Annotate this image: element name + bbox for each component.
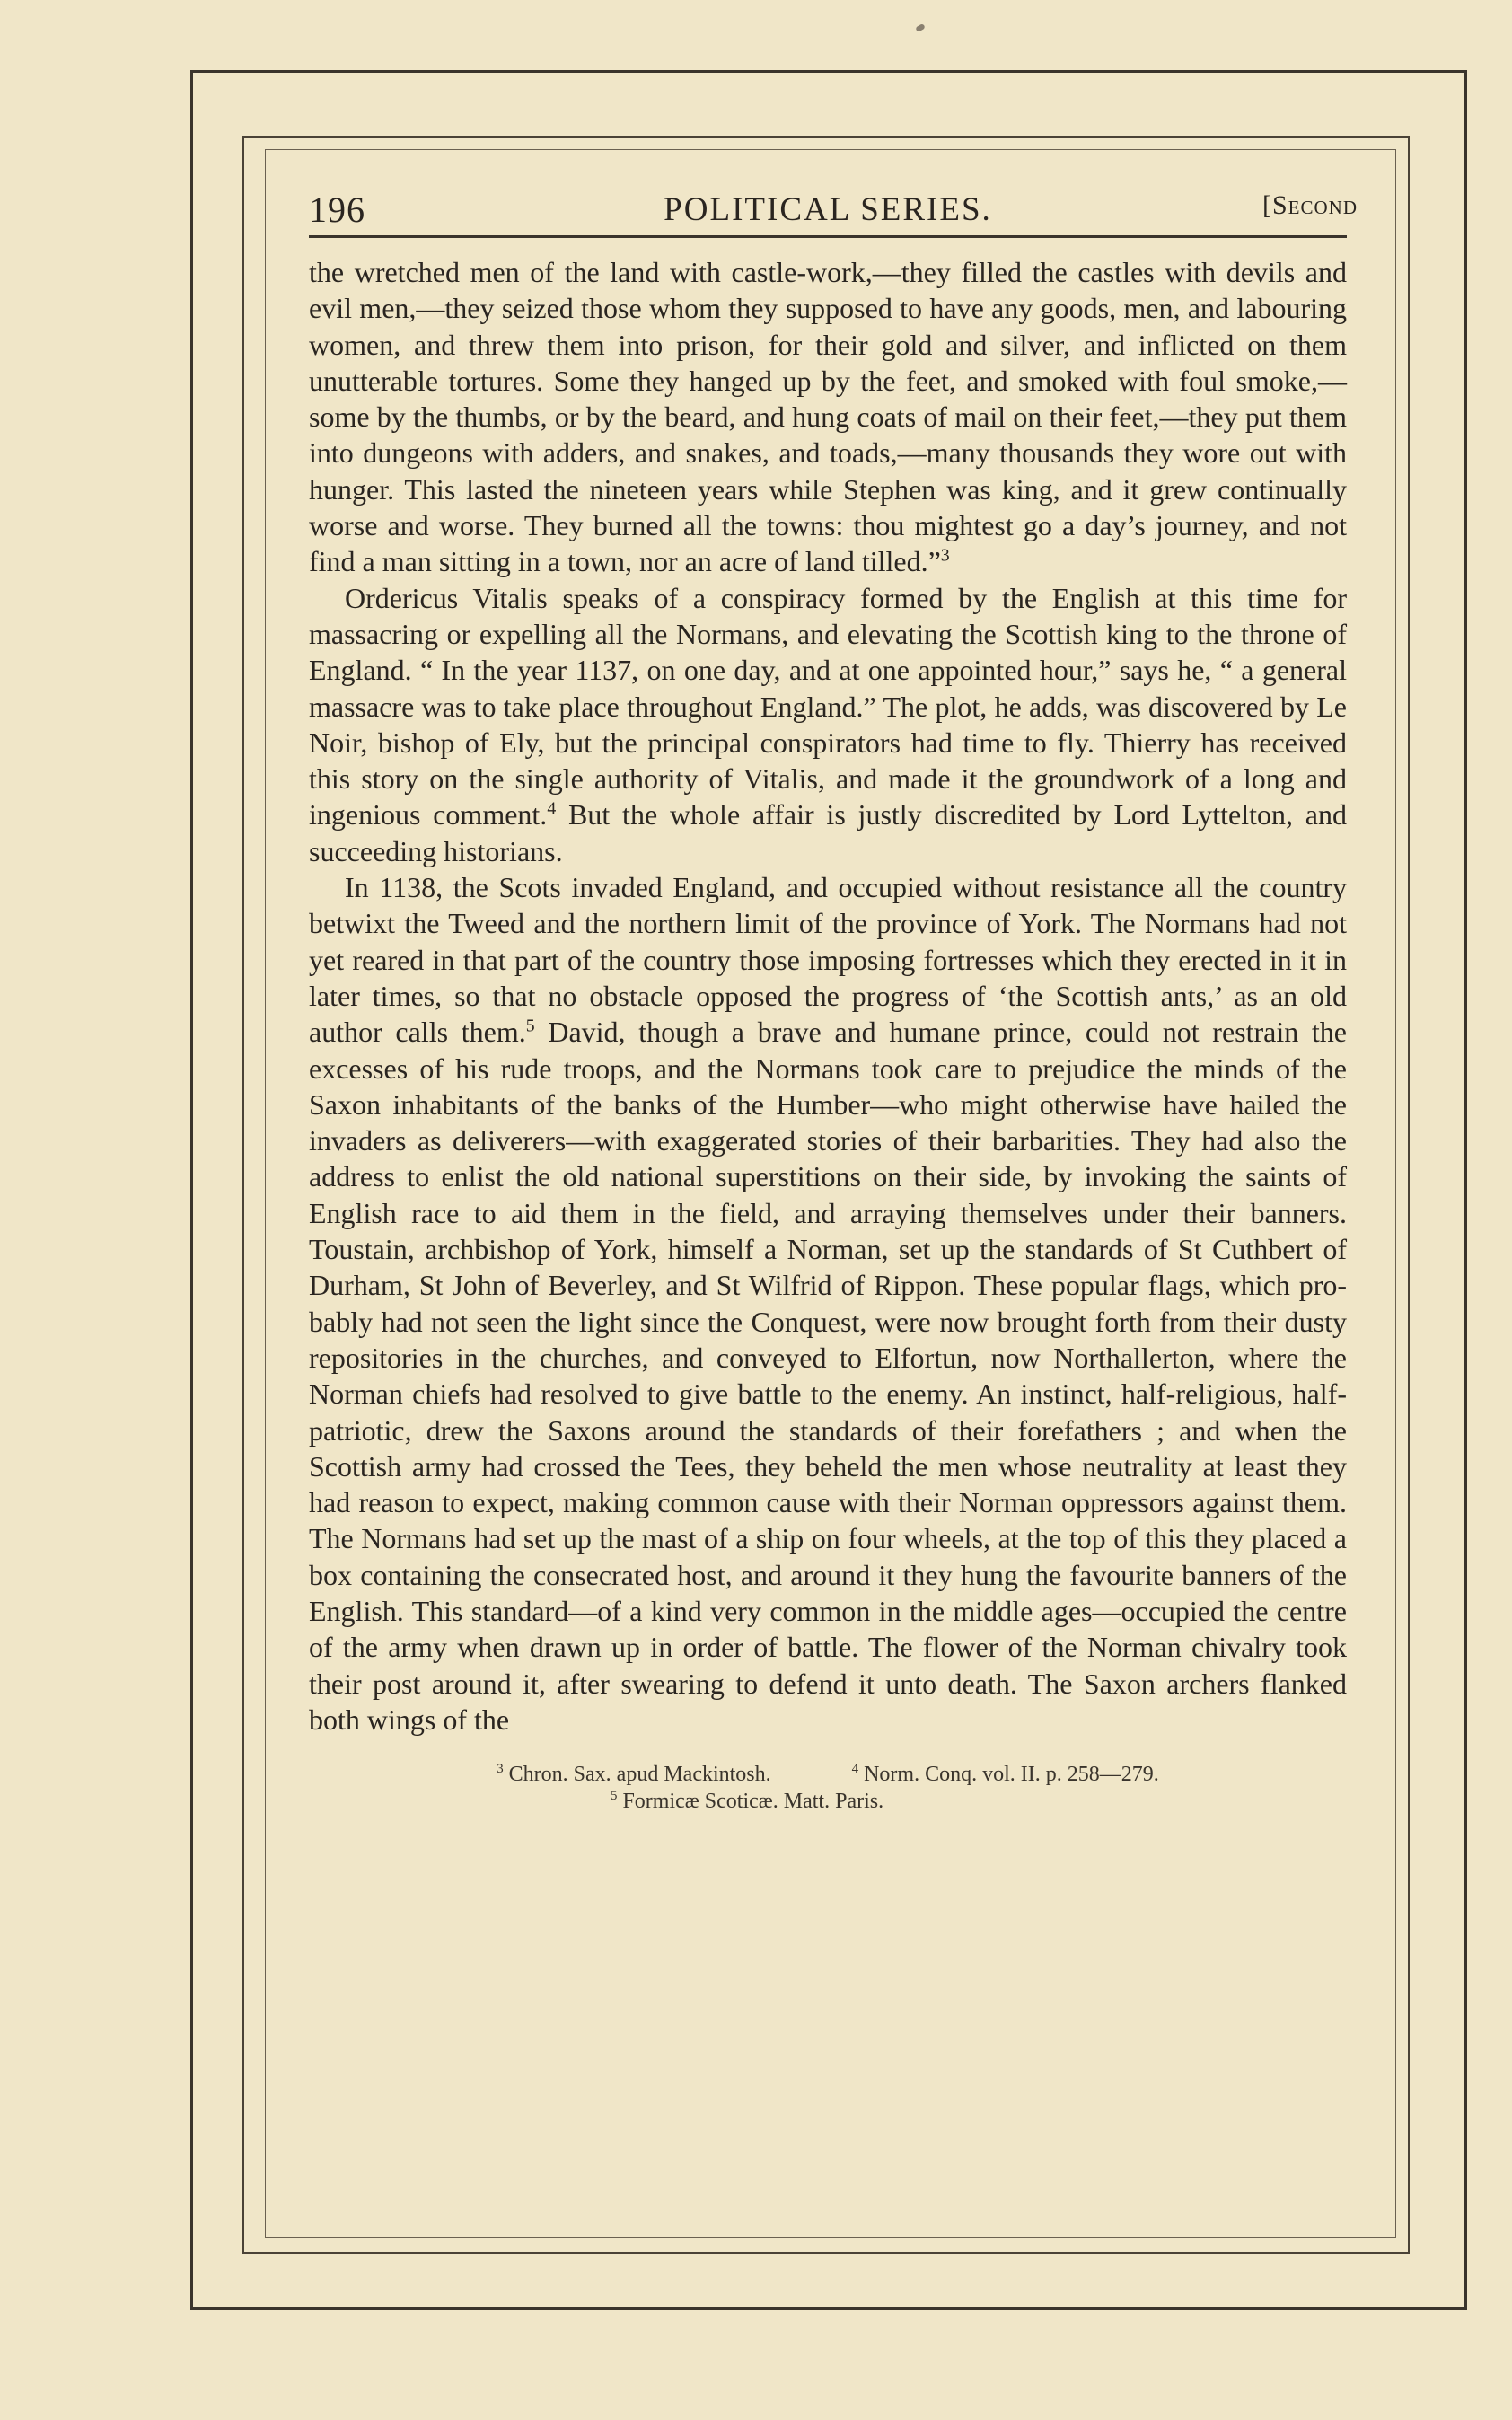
running-head [309,180,1358,232]
footnote-ref-5: 5 [525,1016,535,1036]
running-head-right: [Second [1261,190,1358,220]
ink-speck [915,23,926,32]
footnote-3 [497,1761,770,1788]
footnote-ref-4: 4 [547,798,557,819]
footnote-4-text: Norm. Conq. vol. II. p. 258—279. [864,1763,1159,1787]
page-number: 196 [309,189,365,230]
page-text-block [309,180,1358,1815]
footnote-5 [611,1788,883,1815]
footnote-mark-5: 5 [611,1789,618,1804]
paragraph-2-text: Ordericus Vitalis speaks of a conspiracy formed by the English at this time for massacring or expelling all the Normans, and elevating the Scottish king to the throne of England. “ In the year 1137, on one day, and at one appointed hour,” says he, “ a general massacre was to take place throughout England.” The plot, he adds, was discovered by Le Noir, bishop of Ely, but the principal conspirators had time to fly. Thierry has received this story on the single authority of Vitalis, and made it the groundwork of a long and ingenious comment. [309,581,1347,832]
footnotes [309,1761,1347,1815]
paragraph-2-tail: But the whole affair is justly discredited by Lord Lyttelton, and succeeding historians. [309,798,1348,867]
footnote-mark-4: 4 [851,1762,859,1777]
paragraph-1-text: the wretched men of the land with castle-work,—they filled the castles with devils and evil men,—they seized those whom they supposed to have any goods, men, and labouring women, and threw them into prison, for their gold and silver, and inflicted on them unutterable tortures. Some they hanged up by the feet, and smoked with foul smoke,—some by the thumbs, or by the beard, and hung coats of mail on their feet,—they put them into dungeons with adders, and snakes, and toads,—many thousands they wore out with hunger. This lasted the nineteen years while Stephen was king, and it grew continually worse and worse. They burned all the towns: thou mightest go a day’s journey, and not find a man sitting in a town, nor an acre of land tilled.” [309,256,1347,578]
header-rule [309,235,1347,238]
footnote-mark-3: 3 [497,1762,504,1777]
paragraph-3-tail: David, though a brave and humane prince, could not restrain the excesses of his rude troops, and the Normans took care to prejudice the minds of the Saxon inhabitants of the banks of the Humber—who might otherwise have hailed the invaders as deliverers—with exaggerated stories of their barbarities. They had also the address to enlist the old national superstitions on their side, by invoking the saints of English race to aid them in the field, and arraying themselves under their banners. Toustain, archbishop of York, himself a Norman, set up the standards of St Cuthbert of Durham, St John of Beverley, and St Wilfrid of Rippon. These popular flags, which probably had not seen the light since the Conquest, were now brought forth from their dusty repositories in the churches, and conveyed to Elfortun, now Northallerton, where the Norman chiefs had resolved to give battle to the enemy. An instinct, half-religious, half-patriotic, drew the Saxons around the standards of their forefathers ; and when the Scottish army had crossed the Tees, they beheld the men whose neutrality at least they had reason to expect, making common cause with their Norman oppressors against them. The Normans had set up the mast of a ship on four wheels, at the top of this they placed a box containing the consecrated host, and around it they hung the favourite banners of the English. This standard—of a kind very common in the middle ages—occupied the centre of the army when drawn up in order of battle. The flower of the Norman chivalry took their post around it, after swearing to defend it unto death. The Saxon archers flanked both wings of the [309,1016,1348,1736]
footnote-line-2 [309,1788,1347,1815]
running-title: POLITICAL SERIES. [664,191,992,228]
paragraph-1 [309,254,1347,580]
body-text [309,254,1347,1738]
footnote-3-text: Chron. Sax. apud Mackintosh. [508,1763,771,1787]
paragraph-3-text: In 1138, the Scots invaded England, and occupied without resistance all the country betwixt the Tweed and the northern limit of the province of York. The Normans had not yet reared in that part of the country those imposing fortresses which they erected in it in later times, so that no obstacle opposed the progress of ‘the Scottish ants,’ as an old author calls them. [309,871,1347,1049]
footnote-4 [852,1761,1159,1788]
footnote-line-1 [309,1761,1347,1788]
paragraph-3 [309,869,1347,1738]
paragraph-2 [309,580,1347,869]
footnote-5-text: Formicæ Scoticæ. Matt. Paris. [622,1790,884,1814]
footnote-ref-3: 3 [940,545,950,566]
